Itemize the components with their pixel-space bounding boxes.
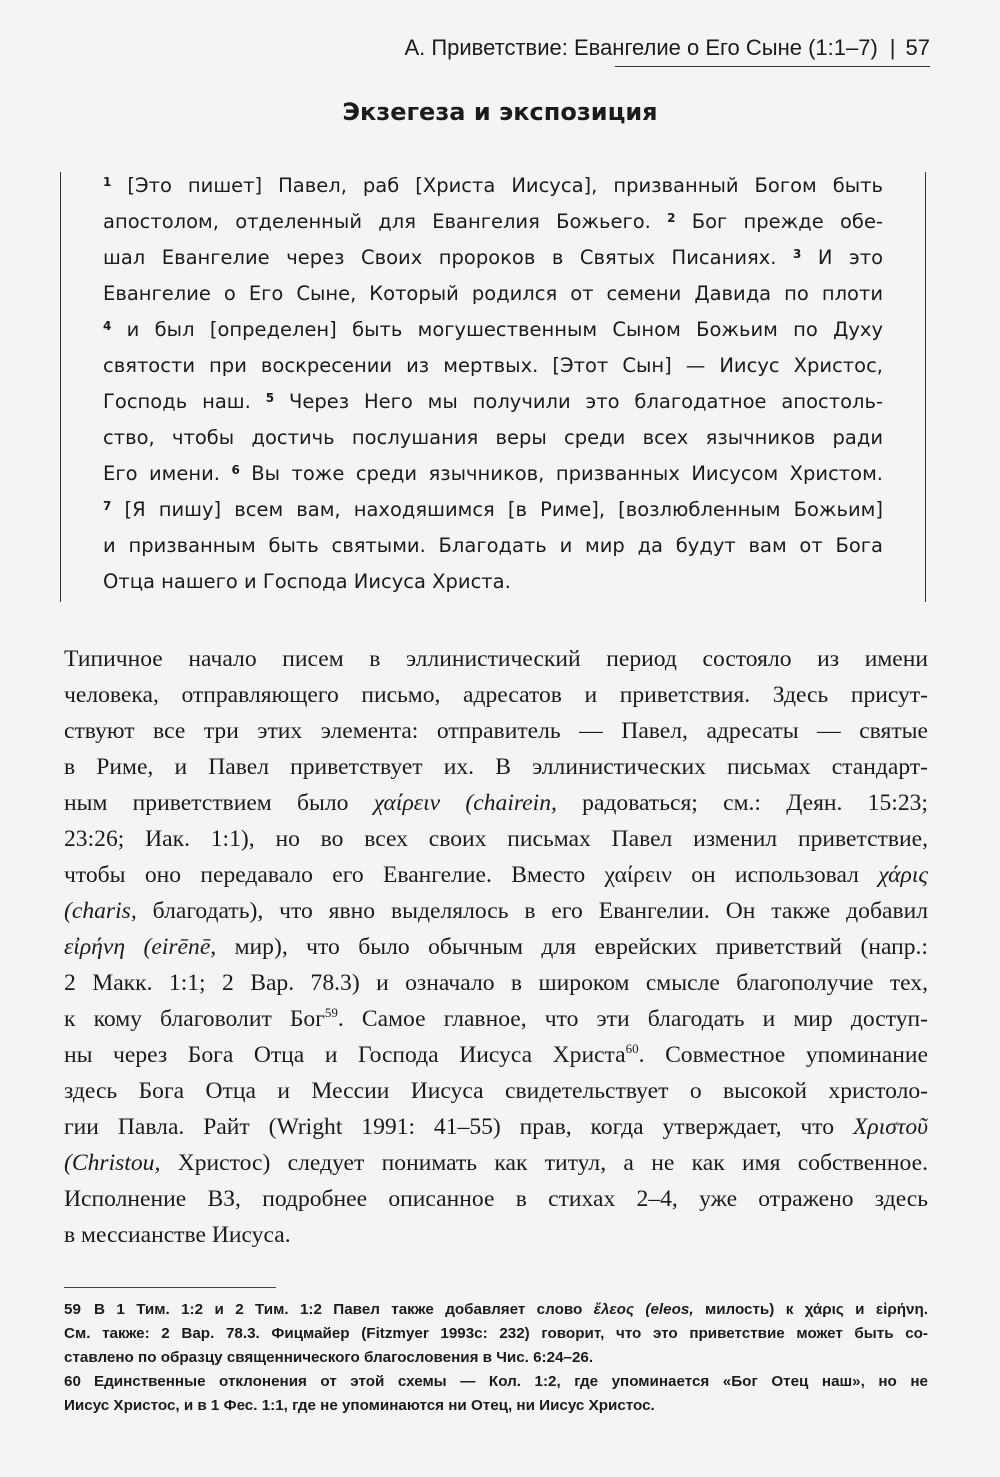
footnote-ref-59: 59 xyxy=(324,1005,338,1020)
body-line: 23:26; Иак. 1:1), но во всех своих письмах Павел изменил приветствие, xyxy=(64,826,928,852)
footnote-rule xyxy=(64,1287,276,1288)
footnote-59-line: ставлено по образцу священнического благословения в Чис. 6:24–26. xyxy=(64,1349,594,1366)
footnote-ref-60: 60 xyxy=(625,1041,639,1056)
footnote-number: 59 xyxy=(64,1301,81,1318)
body-line xyxy=(64,1040,928,1070)
body-text: ны через Бога Отца и Господа Иисуса Христа xyxy=(64,1042,626,1068)
body-text: чтобы оно передавало его Евангелие. Вместо χαίρειν он использовал xyxy=(64,862,859,888)
footnote-60-line xyxy=(64,1372,928,1392)
body-text: мир), что было обычным для еврейских приветствий (напр.: xyxy=(234,934,928,960)
verse-number: 1 xyxy=(103,175,112,189)
transliteration: (charis, xyxy=(64,898,137,924)
greek-word: εἰρήνη xyxy=(64,934,126,960)
body-text: гии Павла. Райт (Wright 1991: 41–55) прав, когда утверждает, что xyxy=(64,1114,835,1140)
body-line: здесь Бога Отца и Мессии Иисуса свидетельствует о высокой христоло- xyxy=(64,1078,928,1104)
footnote-number: 60 xyxy=(64,1373,81,1390)
verse-number: 5 xyxy=(265,391,275,405)
scripture-line xyxy=(103,462,883,486)
scripture-line xyxy=(103,174,883,198)
scripture-text: [Я пишу] всем вам, находяшимся [в Риме], [возлюбленным Божьим] xyxy=(124,498,883,521)
scripture-line: Евангелие о Его Сыне, Который родился от семени Давида по плоти xyxy=(103,282,883,305)
scripture-text: Вы тоже среди язычников, призванных Иисусом Христом. xyxy=(251,462,884,485)
scripture-text: апостолом, отделенный для Евангелия Божьего. xyxy=(103,210,651,233)
body-line: Типичное начало писем в эллинистический период состояло из имени xyxy=(64,646,928,672)
greek-word: Χριστοῦ xyxy=(853,1114,928,1140)
scripture-line: Отца нашего и Господа Иисуса Христа. xyxy=(103,570,511,593)
scripture-text: И это xyxy=(817,246,883,269)
scripture-line xyxy=(103,210,883,234)
scripture-text: Его имени. xyxy=(103,462,220,485)
scripture-line xyxy=(103,318,883,342)
running-head-title: А. Приветствие: Евангелие о Его Сыне (1:1–7) xyxy=(404,35,878,60)
scripture-text: шал Евангелие через Своих пророков в Святых Писаниях. xyxy=(103,246,777,269)
scripture-line: святости при воскресении из мертвых. [Этот Сын] — Иисус Христос, xyxy=(103,354,883,377)
scripture-line xyxy=(103,390,883,414)
greek-word: χάρις xyxy=(878,862,928,888)
body-text: . Совместное упоминание xyxy=(638,1042,928,1068)
footnote-59-line xyxy=(64,1300,928,1320)
scripture-line xyxy=(103,498,883,522)
footnote-text: Единственные отклонения от этой схемы — Кол. 1:2, где упоминается «Бог Отец наш», но не xyxy=(94,1373,928,1390)
transliteration: (eleos, xyxy=(645,1301,694,1318)
transliteration: (eirēnē, xyxy=(143,934,217,960)
body-text: радоваться; см.: Деян. 15:23; xyxy=(582,790,928,816)
transliteration: (Christou, xyxy=(64,1150,161,1176)
scripture-text: Через Него мы получили это благодатное апостоль- xyxy=(288,390,884,413)
footnote-text: милость) к χάρις и εἰρήνη. xyxy=(704,1301,928,1318)
greek-word: ἔλεος xyxy=(593,1301,635,1318)
footnote-60-line: Иисус Христос, и в 1 Фес. 1:1, где не упоминаются ни Отец, ни Иисус Христос. xyxy=(64,1397,655,1414)
body-text: Христос) следует понимать как титул, а не как имя собственное. xyxy=(177,1150,928,1176)
verse-number: 2 xyxy=(667,211,676,225)
body-line xyxy=(64,788,928,818)
verse-number: 4 xyxy=(103,319,112,333)
footnote-text: В 1 Тим. 1:2 и 2 Тим. 1:2 Павел также добавляет слово xyxy=(94,1301,583,1318)
verse-number: 7 xyxy=(103,499,112,513)
body-line: в Риме, и Павел приветствует их. В эллинистических письмах стандарт- xyxy=(64,754,928,780)
header-rule xyxy=(615,66,930,67)
scripture-text: и был [определен] быть могушественным Сыном Божьим по Духу xyxy=(126,318,884,341)
scripture-line xyxy=(103,246,883,270)
body-line xyxy=(64,860,928,890)
body-text: . Самое главное, что эти благодать и мир доступ- xyxy=(337,1006,928,1032)
verse-number: 6 xyxy=(231,463,240,477)
scripture-text: Бог прежде обе- xyxy=(691,210,883,233)
body-line xyxy=(64,1004,928,1034)
page-number: 57 xyxy=(905,35,930,60)
body-line xyxy=(64,932,928,962)
body-text: благодать), что явно выделялось в его Евангелии. Он также добавил xyxy=(152,898,928,924)
scripture-text: [Это пишет] Павел, раб [Христа Иисуса], призванный Богом быть xyxy=(127,174,884,197)
body-line: 2 Макк. 1:1; 2 Вар. 78.3) и означало в широком смысле благополучие тех, xyxy=(64,970,928,996)
body-line xyxy=(64,896,928,926)
body-line: ствуют все три этих элемента: отправитель — Павел, адресаты — святые xyxy=(64,718,928,744)
body-line xyxy=(64,1148,928,1178)
scripture-text: Господь наш. xyxy=(103,390,251,413)
transliteration: (chairein, xyxy=(465,790,557,816)
verse-number: 3 xyxy=(793,247,802,261)
running-head-separator: | xyxy=(889,35,896,60)
footnote-59-line: См. также: 2 Вар. 78.3. Фицмайер (Fitzmyer 1993c: 232) говорит, что это приветствие может быть со- xyxy=(64,1325,928,1342)
body-line: человека, отправляющего письмо, адресатов и приветствия. Здесь присут- xyxy=(64,682,928,708)
section-title: Экзегеза и экспозиция xyxy=(342,98,658,126)
scripture-line: ство, чтобы достичь послушания веры среди всех язычников ради xyxy=(103,426,883,449)
body-line: Исполнение ВЗ, подробнее описанное в стихах 2–4, уже отражено здесь xyxy=(64,1186,928,1212)
body-line xyxy=(64,1112,928,1142)
scripture-translation-box xyxy=(60,172,926,602)
greek-word: χαίρειν xyxy=(373,790,441,816)
body-text: ным приветствием было xyxy=(64,790,349,816)
body-text: к кому благоволит Бог xyxy=(64,1006,325,1032)
scripture-line: и призванным быть святыми. Благодать и мир да будут вам от Бога xyxy=(103,534,883,557)
body-line: в мессианстве Иисуса. xyxy=(64,1222,291,1248)
running-head xyxy=(330,34,930,62)
